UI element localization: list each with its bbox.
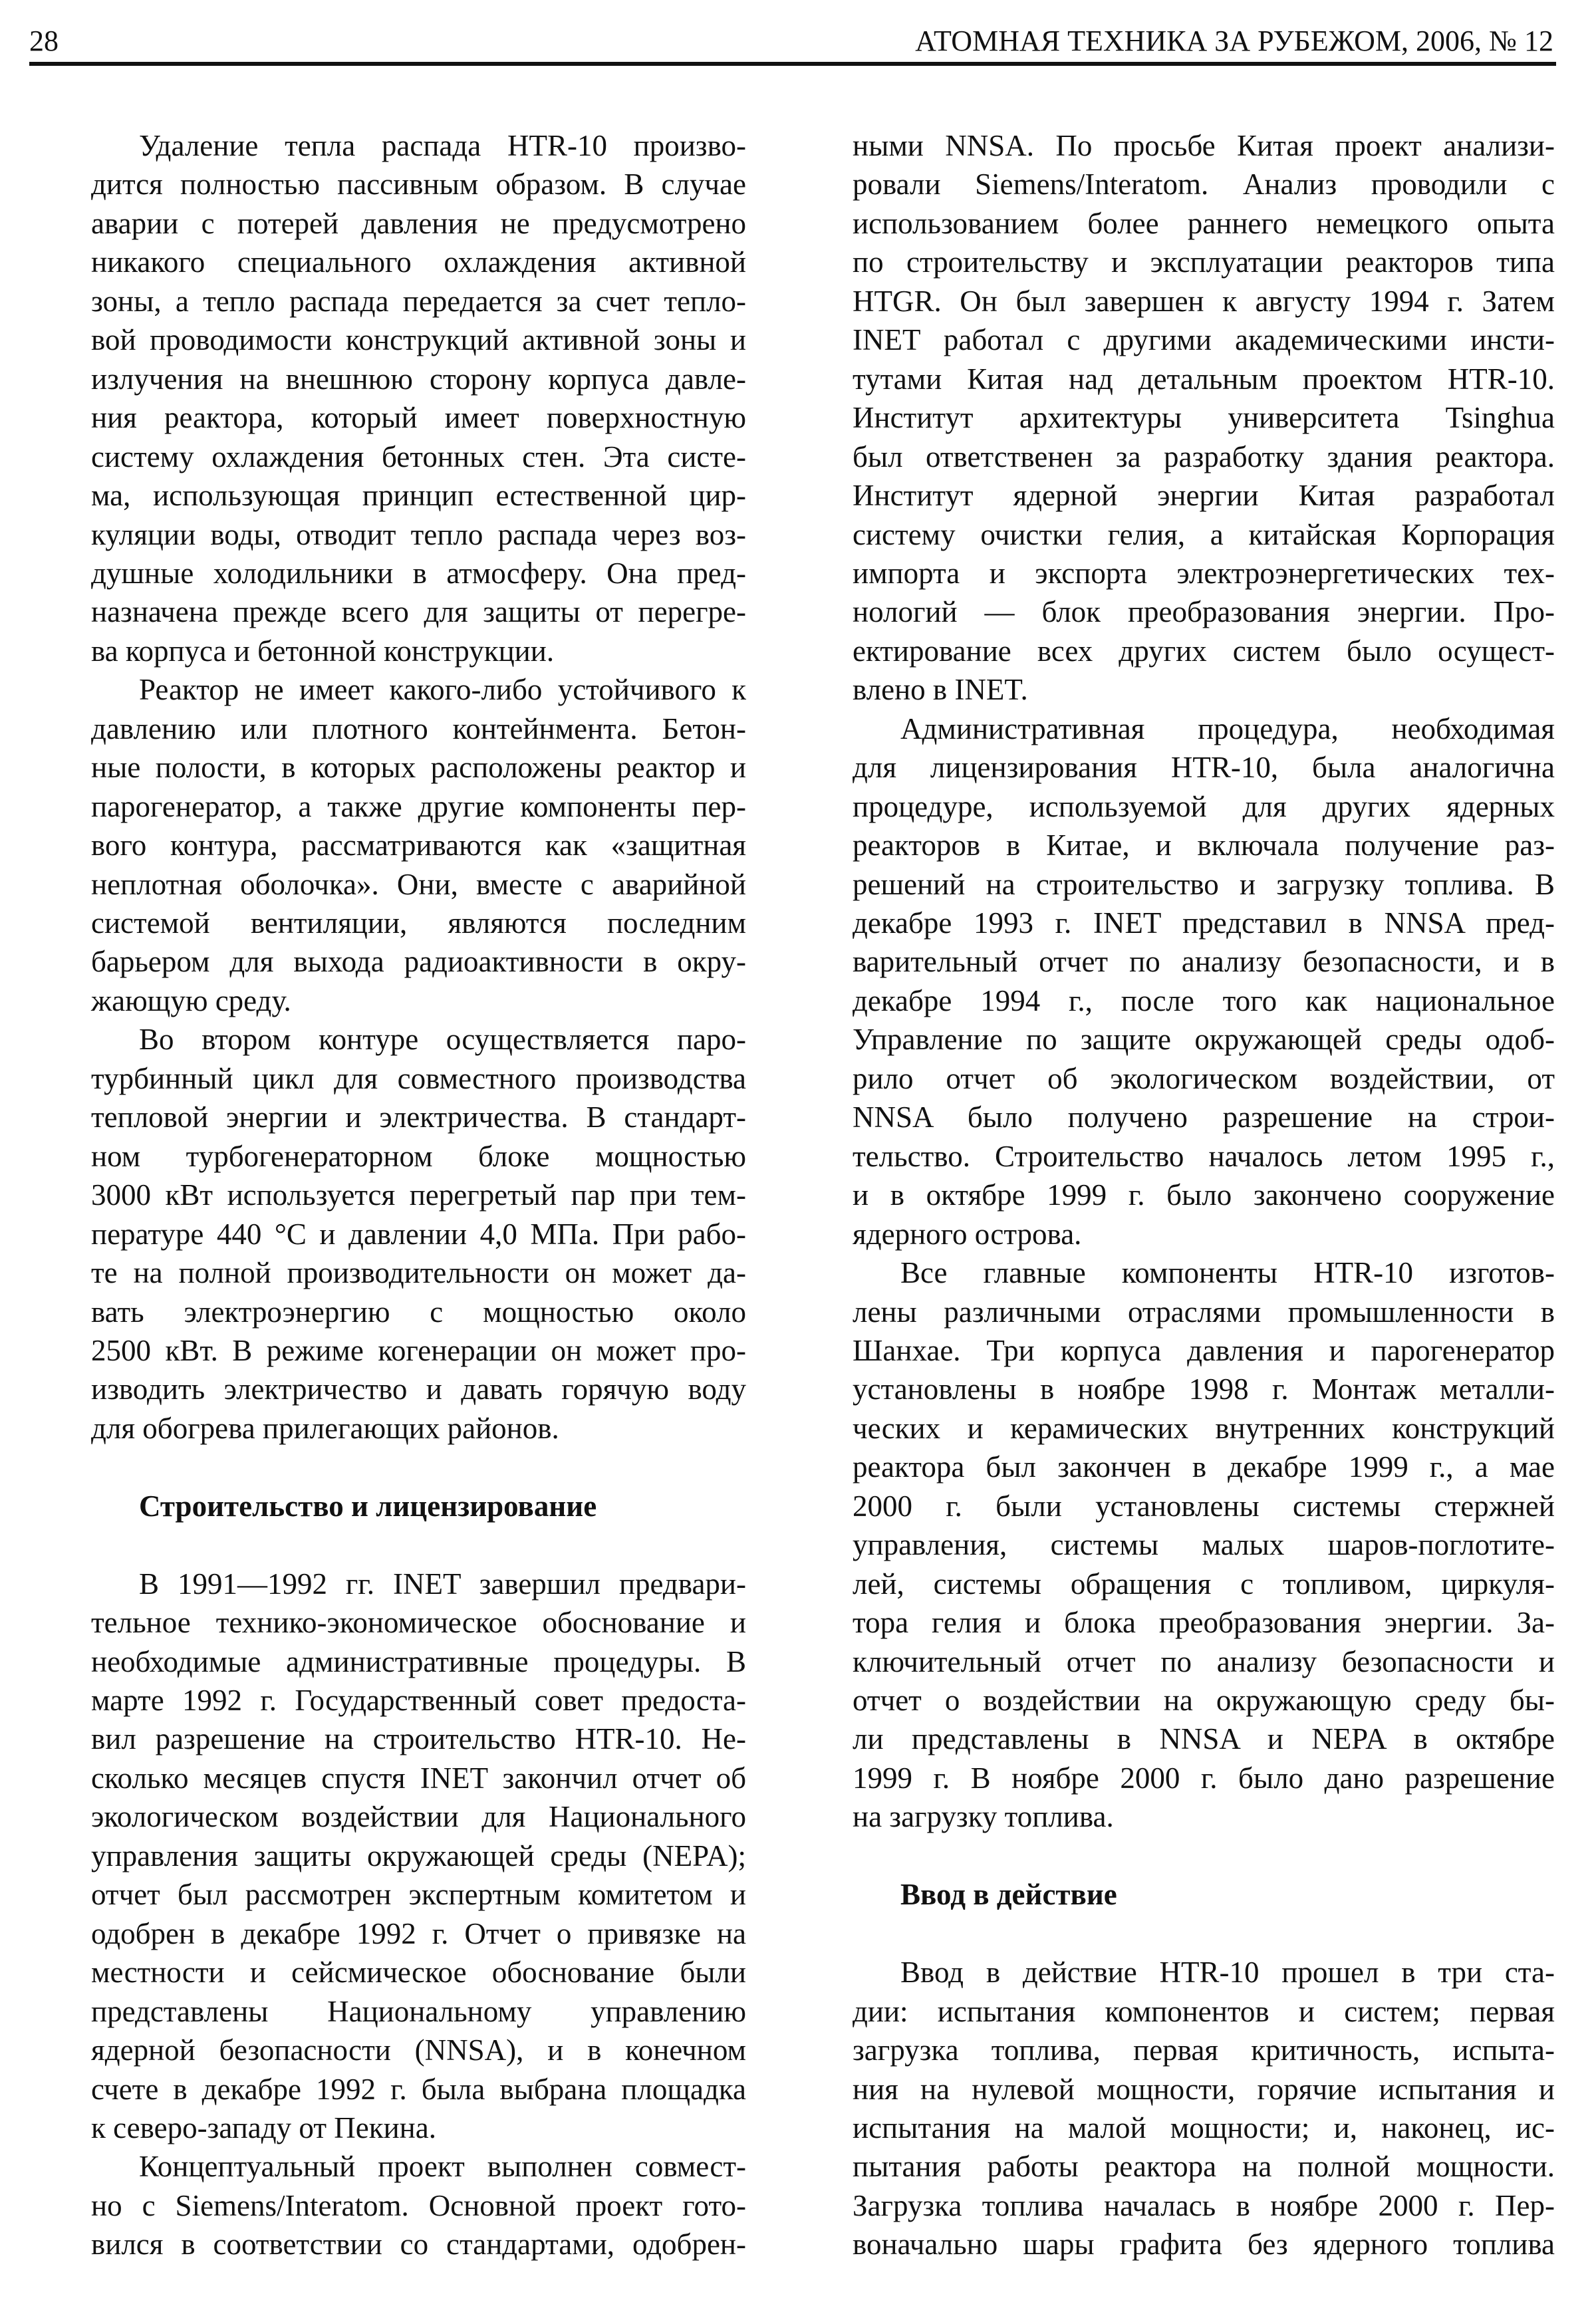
- text-line: лей, системы обращения с топливом, циркуля-: [853, 1567, 1555, 1601]
- text-line: ными NNSA. По просьбе Китая проект анализи-: [853, 129, 1555, 162]
- journal-running-title: АТОМНАЯ ТЕХНИКА ЗА РУБЕЖОМ, 2006, № 12: [915, 25, 1553, 57]
- text-line: к северо-западу от Пекина.: [91, 2111, 436, 2144]
- text-line: отчет был рассмотрен экспертным комитетом и: [91, 1878, 746, 1912]
- text-line: Загрузка топлива началась в ноябре 2000 г. Пер-: [853, 2188, 1555, 2222]
- page-number: 28: [29, 25, 59, 57]
- text-line: парогенератор, а также другие компоненты пер-: [91, 789, 746, 823]
- text-line: изводить электричество и давать горячую воду: [91, 1372, 746, 1406]
- text-line: Административная процедура, необходимая: [900, 711, 1555, 745]
- text-line: турбинный цикл для совместного производства: [91, 1061, 746, 1095]
- text-line: отчет о воздействии на окружающую среду бы-: [853, 1684, 1555, 1717]
- text-line: декабре 1993 г. INET представил в NNSA пред-: [853, 906, 1555, 940]
- text-line: для обогрева прилегающих районов.: [91, 1411, 559, 1445]
- text-line: ядерного острова.: [853, 1217, 1082, 1251]
- text-line: В 1991—1992 гг. INET завершил предвари-: [139, 1567, 746, 1601]
- text-line: марте 1992 г. Государственный совет предоста-: [91, 1684, 746, 1717]
- text-line: реакторов в Китае, и включала получение раз-: [853, 829, 1555, 862]
- text-line: жающую среду.: [91, 983, 291, 1017]
- header-rule: [29, 62, 1556, 66]
- text-line: пытания работы реактора на полной мощности.: [853, 2150, 1555, 2184]
- text-line: Удаление тепла распада HTR-10 произво-: [139, 129, 746, 162]
- text-line: импорта и экспорта электроэнергетических тех-: [853, 556, 1555, 590]
- text-line: представлены Национальному управлению: [91, 1994, 746, 2028]
- text-line: управления защиты окружающей среды (NEPA);: [91, 1839, 746, 1872]
- text-line: лены различными отраслями промышленности в: [853, 1295, 1555, 1329]
- text-line: необходимые административные процедуры. В: [91, 1644, 746, 1678]
- text-line: воначально шары графита без ядерного топлива: [853, 2228, 1555, 2261]
- text-line: Ввод в действие HTR-10 прошел в три ста-: [900, 1956, 1555, 1990]
- text-line: декабре 1994 г., после того как национальное: [853, 983, 1555, 1017]
- text-line: ли представлены в NNSA и NEPA в октябре: [853, 1722, 1555, 1756]
- text-line: процедуре, используемой для других ядерных: [853, 789, 1555, 823]
- text-line: реактора был закончен в декабре 1999 г., а мае: [853, 1450, 1555, 1484]
- text-line: ва корпуса и бетонной конструкции.: [91, 634, 555, 668]
- text-line: Управление по защите окружающей среды одоб-: [853, 1023, 1555, 1057]
- text-line: тепловой энергии и электричества. В стандарт-: [91, 1100, 746, 1134]
- text-line: душные холодильники в атмосферу. Она пред-: [91, 556, 746, 590]
- text-line: систему очистки гелия, а китайская Корпорация: [853, 517, 1555, 551]
- text-line: никакого специального охлаждения активной: [91, 245, 746, 279]
- text-line: испытания на малой мощности; и, наконец, ис-: [853, 2111, 1555, 2144]
- text-line: дится полностью пассивным образом. В случае: [91, 168, 746, 201]
- text-line: барьером для выхода радиоактивности в окру-: [91, 945, 746, 979]
- section-heading: Строительство и лицензирование: [139, 1489, 597, 1523]
- text-line: но с Siemens/Interatom. Основной проект гото-: [91, 2188, 746, 2222]
- text-line: аварии с потерей давления не предусмотрено: [91, 206, 746, 240]
- text-line: назначена прежде всего для защиты от перегре-: [91, 595, 746, 629]
- text-line: 2000 г. были установлены системы стержней: [853, 1489, 1555, 1523]
- text-line: ния реактора, который имеет поверхностную: [91, 401, 746, 435]
- text-line: INET работал с другими академическими инсти-: [853, 323, 1555, 357]
- text-line: Во втором контуре осуществляется паро-: [139, 1023, 746, 1057]
- text-line: те на полной производительности он может да-: [91, 1256, 746, 1290]
- text-line: тельство. Строительство началось летом 1995 г.,: [853, 1139, 1555, 1173]
- text-line: Реактор не имеет какого-либо устойчивого к: [139, 673, 746, 707]
- text-line: ные полости, в которых расположены реактор и: [91, 751, 746, 785]
- text-line: NNSA было получено разрешение на строи-: [853, 1100, 1555, 1134]
- text-line: управления, системы малых шаров-поглотите-: [853, 1528, 1555, 1562]
- text-line: вился в соответствии со стандартами, одобрен-: [91, 2228, 746, 2261]
- text-line: вой проводимости конструкций активной зоны и: [91, 323, 746, 357]
- text-line: решений на строительство и загрузку топлива. В: [853, 867, 1555, 901]
- text-line: Институт ядерной энергии Китая разработал: [853, 479, 1555, 513]
- text-line: ключительный отчет по анализу безопасности и: [853, 1644, 1555, 1678]
- text-line: был ответственен за разработку здания реактора.: [853, 440, 1555, 473]
- text-line: куляции воды, отводит тепло распада через воз-: [91, 517, 746, 551]
- text-line: на загрузку топлива.: [853, 1800, 1114, 1834]
- text-line: ном турбогенераторном блоке мощностью: [91, 1139, 746, 1173]
- text-line: тельное технико-экономическое обоснование и: [91, 1606, 746, 1640]
- text-line: установлены в ноябре 1998 г. Монтаж металли-: [853, 1372, 1555, 1406]
- text-line: систему охлаждения бетонных стен. Эта систе-: [91, 440, 746, 473]
- text-line: местности и сейсмическое обоснование были: [91, 1956, 746, 1990]
- text-line: 1999 г. В ноябре 2000 г. было дано разрешение: [853, 1761, 1555, 1795]
- text-line: Концептуальный проект выполнен совмест-: [139, 2150, 746, 2184]
- text-line: дии: испытания компонентов и систем; первая: [853, 1994, 1555, 2028]
- text-line: для лицензирования HTR-10, была аналогична: [853, 751, 1555, 785]
- text-line: одобрен в декабре 1992 г. Отчет о привязке на: [91, 1916, 746, 1950]
- text-line: давлению или плотного контейнмента. Бетон-: [91, 711, 746, 745]
- text-line: Шанхае. Три корпуса давления и парогенератор: [853, 1333, 1555, 1367]
- text-line: 3000 кВт используется перегретый пар при тем-: [91, 1178, 746, 1212]
- text-line: нологий — блок преобразования энергии. Про-: [853, 595, 1555, 629]
- text-line: Все главные компоненты HTR-10 изготов-: [900, 1256, 1555, 1290]
- text-line: 2500 кВт. В режиме когенерации он может про-: [91, 1333, 746, 1367]
- text-line: ма, использующая принцип естественной цир-: [91, 479, 746, 513]
- text-line: Институт архитектуры университета Tsinghua: [853, 401, 1555, 435]
- text-line: вого контура, рассматриваются как «защитная: [91, 829, 746, 862]
- text-line: ческих и керамических внутренних конструкций: [853, 1411, 1555, 1445]
- text-line: экологическом воздействии для Национального: [91, 1800, 746, 1834]
- text-line: зоны, а тепло распада передается за счет тепло-: [91, 284, 746, 318]
- text-line: системой вентиляции, являются последним: [91, 906, 746, 940]
- section-heading: Ввод в действие: [900, 1878, 1117, 1912]
- text-line: неплотная оболочка». Они, вместе с аварийной: [91, 867, 746, 901]
- text-line: счете в декабре 1992 г. была выбрана площадка: [91, 2072, 746, 2106]
- text-line: использованием более раннего немецкого опыта: [853, 206, 1555, 240]
- text-line: ровали Siemens/Interatom. Анализ проводили с: [853, 168, 1555, 201]
- text-line: по строительству и эксплуатации реакторов типа: [853, 245, 1555, 279]
- text-line: варительный отчет по анализу безопасности, и в: [853, 945, 1555, 979]
- text-line: вать электроэнергию с мощностью около: [91, 1295, 746, 1329]
- text-line: излучения на внешнюю сторону корпуса давле-: [91, 362, 746, 396]
- text-line: тора гелия и блока преобразования энергии. За-: [853, 1606, 1555, 1640]
- text-line: ния на нулевой мощности, горячие испытания и: [853, 2072, 1555, 2106]
- text-line: загрузка топлива, первая критичность, испыта-: [853, 2033, 1555, 2067]
- text-line: и в октябре 1999 г. было закончено сооружение: [853, 1178, 1555, 1212]
- text-line: ядерной безопасности (NNSA), и в конечном: [91, 2033, 746, 2067]
- text-line: HTGR. Он был завершен к августу 1994 г. Затем: [853, 284, 1555, 318]
- text-line: тутами Китая над детальным проектом HTR-10.: [853, 362, 1555, 396]
- text-line: рило отчет об экологическом воздействии, от: [853, 1061, 1555, 1095]
- text-line: влено в INET.: [853, 673, 1028, 707]
- text-line: пературе 440 °С и давлении 4,0 МПа. При рабо-: [91, 1217, 746, 1251]
- text-line: ектирование всех других систем было осущест-: [853, 634, 1555, 668]
- text-line: сколько месяцев спустя INET закончил отчет об: [91, 1761, 746, 1795]
- text-line: вил разрешение на строительство HTR-10. Не-: [91, 1722, 746, 1756]
